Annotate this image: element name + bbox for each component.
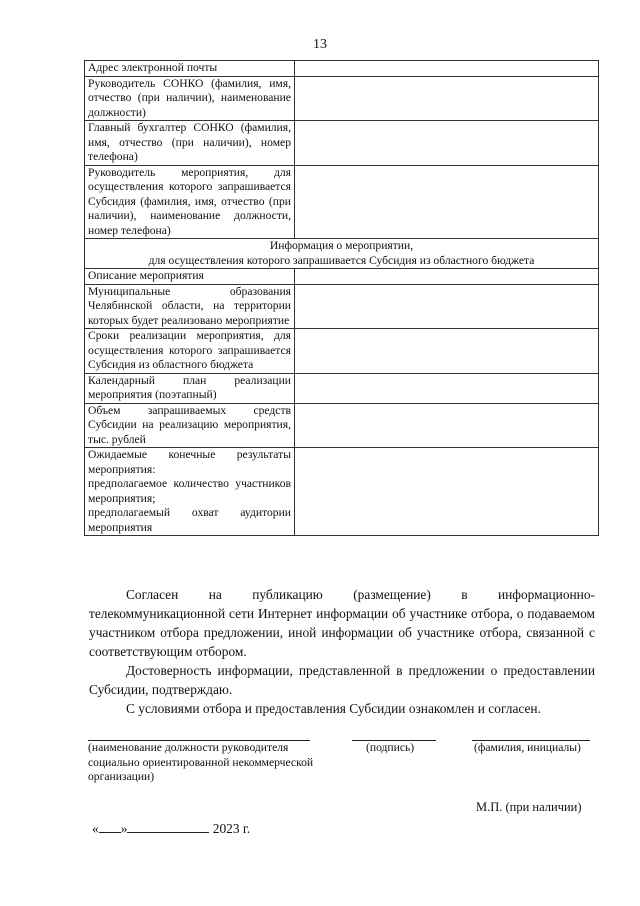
results-line: предполагаемый охват аудитории мероприятия xyxy=(88,506,291,534)
section-heading-line: для осуществления которого запрашивается Субсидия из областного бюджета xyxy=(148,253,535,267)
section-heading-row xyxy=(85,239,599,269)
date-year: 2023 г. xyxy=(212,821,251,836)
field-value-email[interactable] xyxy=(295,61,599,77)
field-value-municipalities[interactable] xyxy=(295,284,599,329)
section-heading-line: Информация о мероприятии, xyxy=(269,239,414,252)
field-value-accountant[interactable] xyxy=(295,121,599,166)
field-label-terms: Сроки реализации мероприятия, для осуществления которого запрашивается Субсидия из областного бюджета xyxy=(85,329,295,374)
field-value-amount[interactable] xyxy=(295,403,599,448)
date-line xyxy=(92,820,250,837)
page-number: 13 xyxy=(313,37,327,52)
stamp-note: М.П. (при наличии) xyxy=(476,800,582,814)
date-open-quote: « xyxy=(92,821,99,836)
date-day-blank[interactable] xyxy=(99,820,121,833)
field-label-municipalities: Муниципальные образования Челябинской области, на территории которых будет реализовано мероприятие xyxy=(85,284,295,329)
field-label-description: Описание мероприятия xyxy=(85,269,295,285)
field-value-description[interactable] xyxy=(295,269,599,285)
name-caption: (фамилия, инициалы) xyxy=(474,741,581,754)
conditions-paragraph: С условиями отбора и предоставления Субсидии ознакомлен и согласен. xyxy=(126,701,541,716)
table-row xyxy=(85,76,599,121)
date-month-blank[interactable] xyxy=(127,820,209,833)
table-row xyxy=(85,448,599,536)
field-value-terms[interactable] xyxy=(295,329,599,374)
section-heading xyxy=(85,239,599,269)
field-value-event-head[interactable] xyxy=(295,165,599,239)
declarations xyxy=(89,585,595,718)
results-line: Ожидаемые конечные результаты мероприятия: xyxy=(88,448,291,476)
field-value-results[interactable] xyxy=(295,448,599,536)
table-row xyxy=(85,269,599,285)
position-caption: (наименование должности руководителя социально ориентированной некоммерческой организации) xyxy=(88,741,314,783)
table-row xyxy=(85,121,599,166)
table-row xyxy=(85,373,599,403)
field-label-results xyxy=(85,448,295,536)
field-value-calendar-plan[interactable] xyxy=(295,373,599,403)
table-row xyxy=(85,329,599,374)
reliability-paragraph: Достоверность информации, представленной в предложении о предоставлении Субсидии, подтверждаю. xyxy=(89,663,595,697)
field-label-head: Руководитель СОНКО (фамилия, имя, отчество (при наличии), наименование должности) xyxy=(85,76,295,121)
field-label-email: Адрес электронной почты xyxy=(85,61,295,77)
table-row xyxy=(85,165,599,239)
field-label-event-head: Руководитель мероприятия, для осуществления которого запрашивается Субсидия (фамилия, имя, отчество (при наличии), наименование должности, номер телефона) xyxy=(85,165,295,239)
field-label-calendar-plan: Календарный план реализации мероприятия (поэтапный) xyxy=(85,373,295,403)
table-row xyxy=(85,403,599,448)
results-line: предполагаемое количество участников мероприятия; xyxy=(88,477,291,505)
signature-caption: (подпись) xyxy=(366,741,415,754)
signature-block xyxy=(0,734,640,794)
application-form-table xyxy=(84,60,599,536)
field-label-amount: Объем запрашиваемых средств Субсидии на реализацию мероприятия, тыс. рублей xyxy=(85,403,295,448)
table-row xyxy=(85,284,599,329)
consent-paragraph: Согласен на публикацию (размещение) в информационно-телекоммуникационной сети Интернет информации об участнике отбора, о подаваемом участником отбора предложении, иной информации об участнике отбора, связанной с соответствующим отбором. xyxy=(89,587,595,659)
field-label-accountant: Главный бухгалтер СОНКО (фамилия, имя, отчество (при наличии), номер телефона) xyxy=(85,121,295,166)
table-row xyxy=(85,61,599,77)
date-close-quote: » xyxy=(120,821,128,836)
field-value-head[interactable] xyxy=(295,76,599,121)
